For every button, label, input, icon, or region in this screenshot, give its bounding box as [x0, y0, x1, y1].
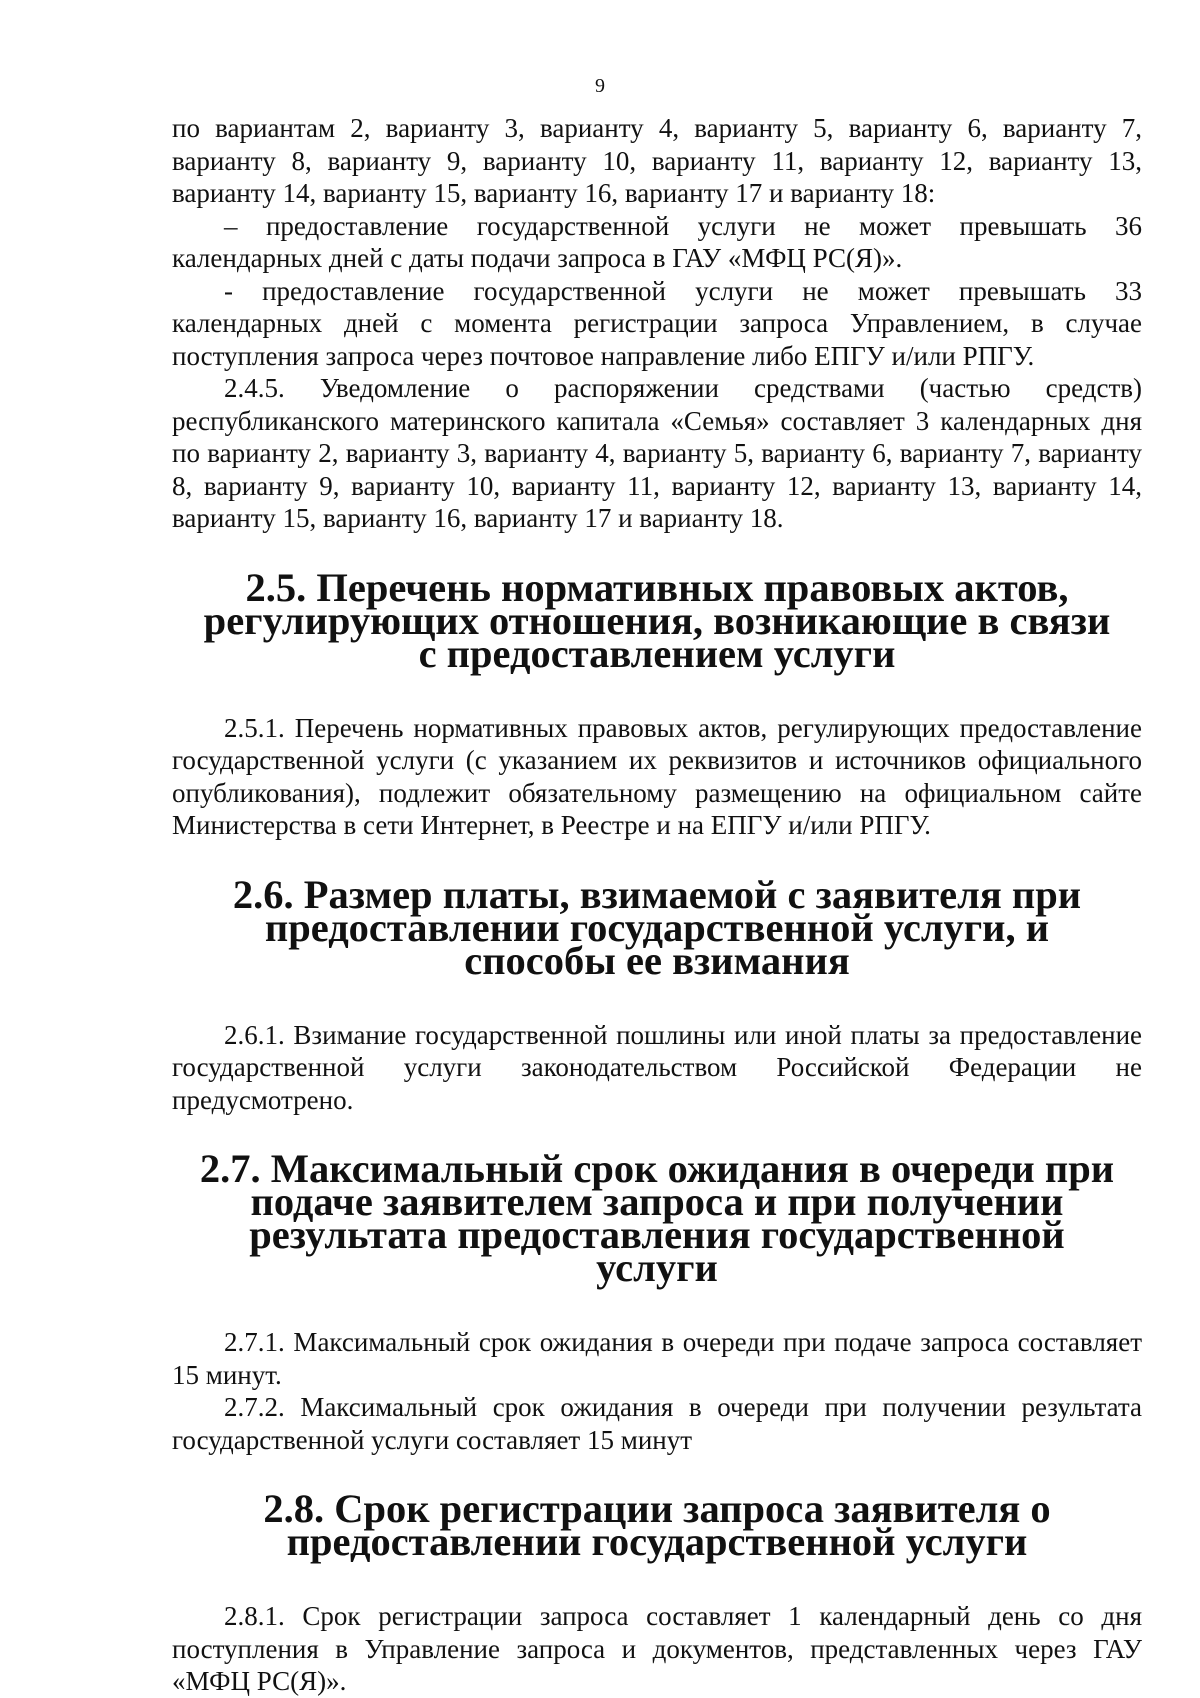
paragraph-36-days: – предоставление государственной услуги не может превышать 36 календарных дней с даты подачи запроса в ГАУ «МФЦ РС(Я)». — [172, 210, 1142, 273]
document-body — [172, 112, 1142, 1698]
paragraph-variants-intro: по вариантам 2, варианту 3, варианту 4, варианту 5, варианту 6, варианту 7, варианту 8, варианту 9, варианту 10, варианту 11, варианту 12, варианту 13, варианту 14, варианту 15, варианту 16, варианту 17 и варианту 18: — [172, 113, 1142, 208]
paragraph-2-7-2: 2.7.2. Максимальный срок ожидания в очереди при получении результата государственной услуги составляет 15 минут — [172, 1392, 1142, 1455]
heading-2-6: 2.6. Размер платы, взимаемой с заявителя при предоставлении государственной услуги, и способы ее взимания — [232, 871, 1082, 983]
heading-2-5: 2.5. Перечень нормативных правовых актов, регулирующих отношения, возникающие в связи с предоставлением услуги — [203, 564, 1111, 676]
paragraph-2-6-1: 2.6.1. Взимание государственной пошлины или иной платы за предоставление государственной услуги законодательством Российской Федерации не предусмотрено. — [172, 1019, 1142, 1115]
heading-2-8: 2.8. Срок регистрации запроса заявителя о предоставлении государственной услуги — [263, 1486, 1051, 1564]
paragraph-2-7-1: 2.7.1. Максимальный срок ожидания в очереди при подаче запроса составляет 15 минут. — [172, 1327, 1142, 1390]
paragraph-2-4-5: 2.4.5. Уведомление о распоряжении средствами (частью средств) республиканского материнского капитала «Семья» составляет 3 календарных дня по варианту 2, варианту 3, варианту 4, варианту 5, варианту 6, варианту 7, варианту 8, варианту 9, варианту 10, варианту 11, варианту 12, варианту 13, варианту 14, варианту 15, варианту 16, варианту 17 и варианту 18. — [172, 373, 1142, 533]
page-number: 9 — [595, 75, 605, 97]
paragraph-2-5-1: 2.5.1. Перечень нормативных правовых актов, регулирующих предоставление государственной услуги (с указанием их реквизитов и источников официального опубликования), подлежит обязательному размещению на официальном сайте Министерства в сети Интернет, в Реестре и на ЕПГУ и/или РПГУ. — [172, 712, 1142, 840]
paragraph-33-days: - предоставление государственной услуги не может превышать 33 календарных дней с момента регистрации запроса Управлением, в случае поступления запроса через почтовое направление либо ЕПГУ и/или РПГУ. — [172, 275, 1142, 371]
heading-2-7: 2.7. Максимальный срок ожидания в очереди при подаче заявителем запроса и при получении результата предоставления государственной услуги — [199, 1146, 1115, 1290]
paragraph-2-8-1: 2.8.1. Срок регистрации запроса составляет 1 календарный день со дня поступления в Управление запроса и документов, представленных через ГАУ «МФЦ РС(Я)». — [172, 1601, 1142, 1696]
